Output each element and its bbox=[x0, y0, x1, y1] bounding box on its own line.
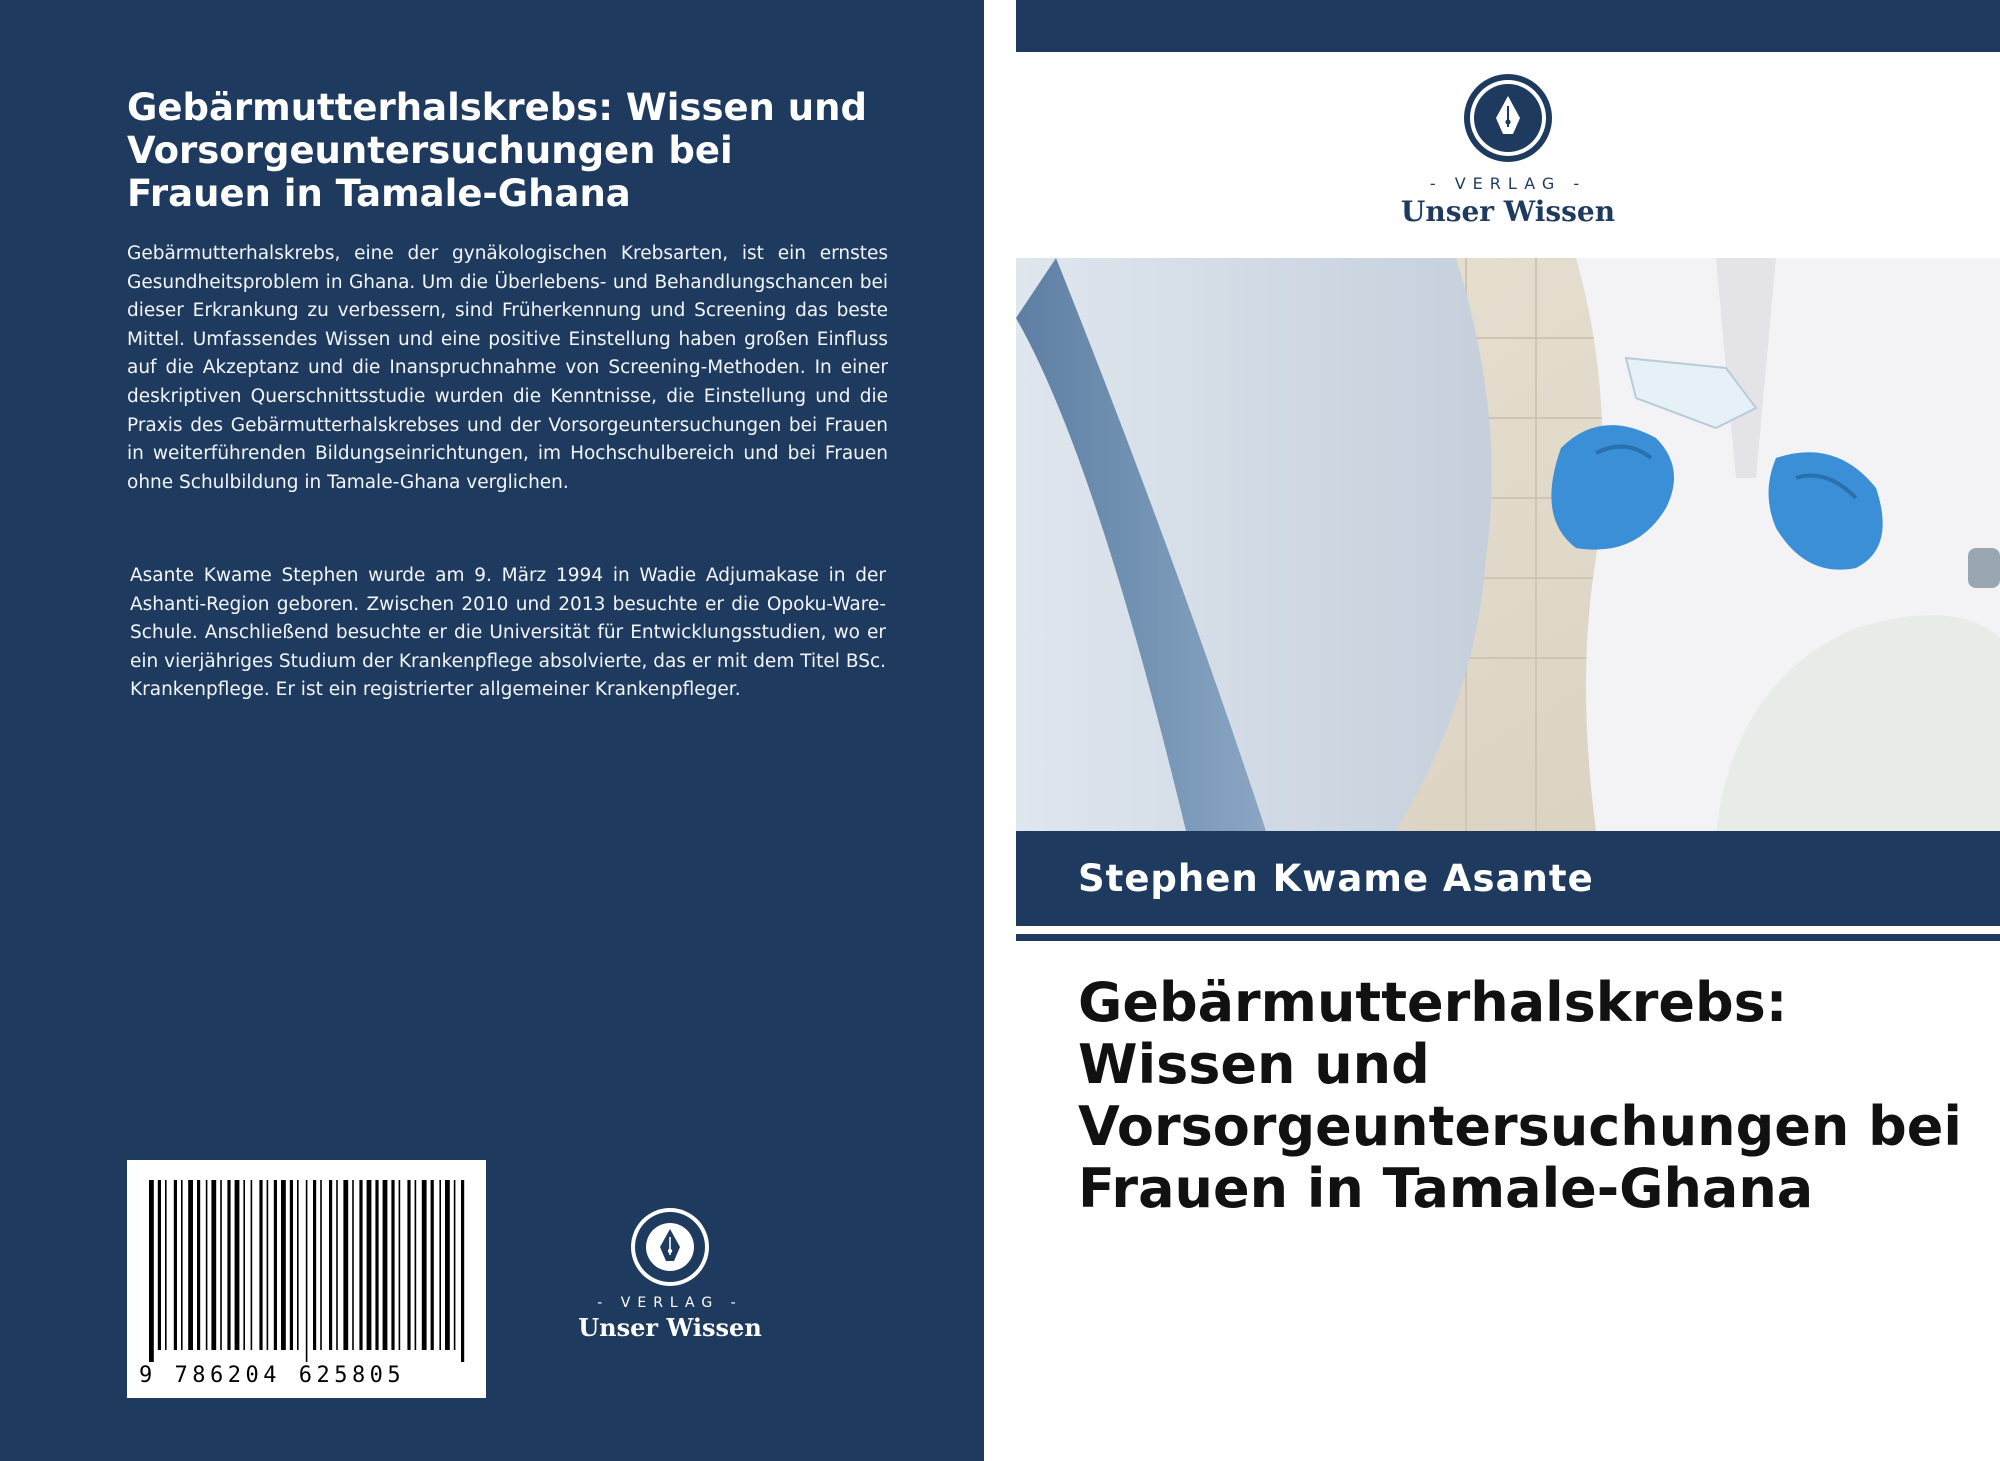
barcode-bar bbox=[174, 1180, 177, 1350]
barcode-bar bbox=[227, 1180, 230, 1350]
barcode-bar bbox=[259, 1180, 262, 1350]
barcode-bar bbox=[274, 1180, 277, 1350]
front-logo-verlag: - VERLAG - bbox=[1429, 174, 1587, 193]
front-logo-name: Unser Wissen bbox=[1400, 195, 1616, 228]
front-cover-title: Gebärmutterhalskrebs: Wissen und Vorsorgeuntersuchungen bei Frauen in Tamale-Ghana bbox=[1078, 971, 1962, 1220]
back-cover-title: Gebärmutterhalskrebs: Wissen und Vorsorgeuntersuchungen bei Frauen in Tamale-Ghana bbox=[127, 86, 867, 215]
barcode-bar bbox=[422, 1180, 427, 1350]
barcode-bar bbox=[235, 1180, 240, 1350]
barcode-bar bbox=[297, 1180, 299, 1350]
barcode-bar bbox=[165, 1180, 167, 1350]
fountain-pen-nib-icon bbox=[628, 1205, 712, 1289]
back-logo-name: Unser Wissen bbox=[578, 1313, 762, 1342]
barcode-bar bbox=[181, 1180, 183, 1350]
barcode-bar bbox=[313, 1180, 316, 1350]
isbn-barcode bbox=[127, 1160, 486, 1398]
barcode-bar bbox=[188, 1180, 193, 1350]
barcode-bar bbox=[267, 1180, 269, 1350]
barcode-bar bbox=[415, 1180, 417, 1350]
front-top-bar bbox=[1016, 0, 2000, 52]
title-divider bbox=[1016, 934, 2000, 941]
back-cover bbox=[0, 0, 984, 1461]
barcode-bar bbox=[399, 1180, 401, 1350]
barcode-bar bbox=[383, 1180, 388, 1350]
isbn-digits: 9 786204 625805 bbox=[139, 1363, 406, 1388]
barcode-bar bbox=[290, 1180, 293, 1350]
barcode-graphic bbox=[127, 1160, 486, 1398]
barcode-bar bbox=[431, 1180, 434, 1350]
barcode-bar bbox=[206, 1180, 208, 1350]
front-cover bbox=[1016, 0, 2000, 1461]
barcode-bar bbox=[197, 1180, 200, 1350]
barcode-bar bbox=[445, 1180, 450, 1350]
barcode-bar bbox=[375, 1180, 378, 1350]
barcode-bar bbox=[243, 1180, 245, 1350]
front-publisher-logo bbox=[1370, 72, 1646, 232]
back-logo-verlag: - VERLAG - bbox=[597, 1295, 743, 1311]
barcode-bar bbox=[251, 1180, 253, 1350]
barcode-bar bbox=[454, 1180, 456, 1350]
barcode-bar bbox=[352, 1180, 354, 1350]
barcode-bar bbox=[281, 1180, 286, 1350]
author-name: Stephen Kwame Asante bbox=[1078, 857, 1594, 900]
author-biography: Asante Kwame Stephen wurde am 9. März 1994 in Wadie Adjumakase in der Ashanti-Region geboren. Zwischen 2010 und 2013 besuchte er die Opoku-Ware-Schule. Anschließend besuchte er die Universität für Entwicklungsstudien, wo er ein vierjähriges Studium der Krankenpflege absolvierte, das er mit dem Titel BSc. Krankenpflege. Er ist ein registrierter allgemeiner Krankenpfleger. bbox=[130, 565, 886, 701]
barcode-bar bbox=[329, 1180, 332, 1350]
barcode-bar bbox=[220, 1180, 222, 1350]
barcode-bar bbox=[359, 1180, 362, 1350]
author-bar bbox=[1016, 831, 2000, 926]
barcode-bar bbox=[320, 1180, 322, 1350]
barcode-bar bbox=[407, 1180, 410, 1350]
fountain-pen-nib-icon bbox=[1462, 72, 1554, 164]
barcode-bar bbox=[306, 1180, 308, 1362]
barcode-bar bbox=[391, 1180, 394, 1350]
medical-gloves-photo bbox=[1016, 258, 2000, 831]
back-publisher-logo bbox=[560, 1205, 780, 1345]
barcode-bar bbox=[343, 1180, 348, 1350]
barcode-bar bbox=[149, 1180, 154, 1362]
spine bbox=[984, 0, 1016, 1461]
back-cover-blurb: Gebärmutterhalskrebs, eine der gynäkologischen Krebsarten, ist ein ernstes Gesundheitsproblem in Ghana. Um die Überlebens- und Behandlungschancen bei dieser Erkrankung zu verbessern, sind Früherkennung und Screening das beste Mittel. Umfassendes Wissen und eine positive Einstellung haben großen Einfluss auf die Akzeptanz und die Inanspruchnahme von Screening-Methoden. In einer deskriptiven Querschnittsstudie wurden die Kenntnisse, die Einstellung und die Praxis des Gebärmutterhalskrebses und der Vorsorgeuntersuchungen bei Frauen in weiterführenden Bildungseinrichtungen, im Hochschulbereich und bei Frauen ohne Schulbildung in Tamale-Ghana verglichen. bbox=[127, 243, 888, 493]
barcode-bar bbox=[461, 1180, 464, 1362]
barcode-bar bbox=[439, 1180, 441, 1350]
cover-photo bbox=[1016, 258, 2000, 831]
barcode-bar bbox=[367, 1180, 372, 1350]
barcode-bar bbox=[336, 1180, 338, 1350]
barcode-bar bbox=[158, 1180, 161, 1350]
barcode-bar bbox=[211, 1180, 216, 1350]
